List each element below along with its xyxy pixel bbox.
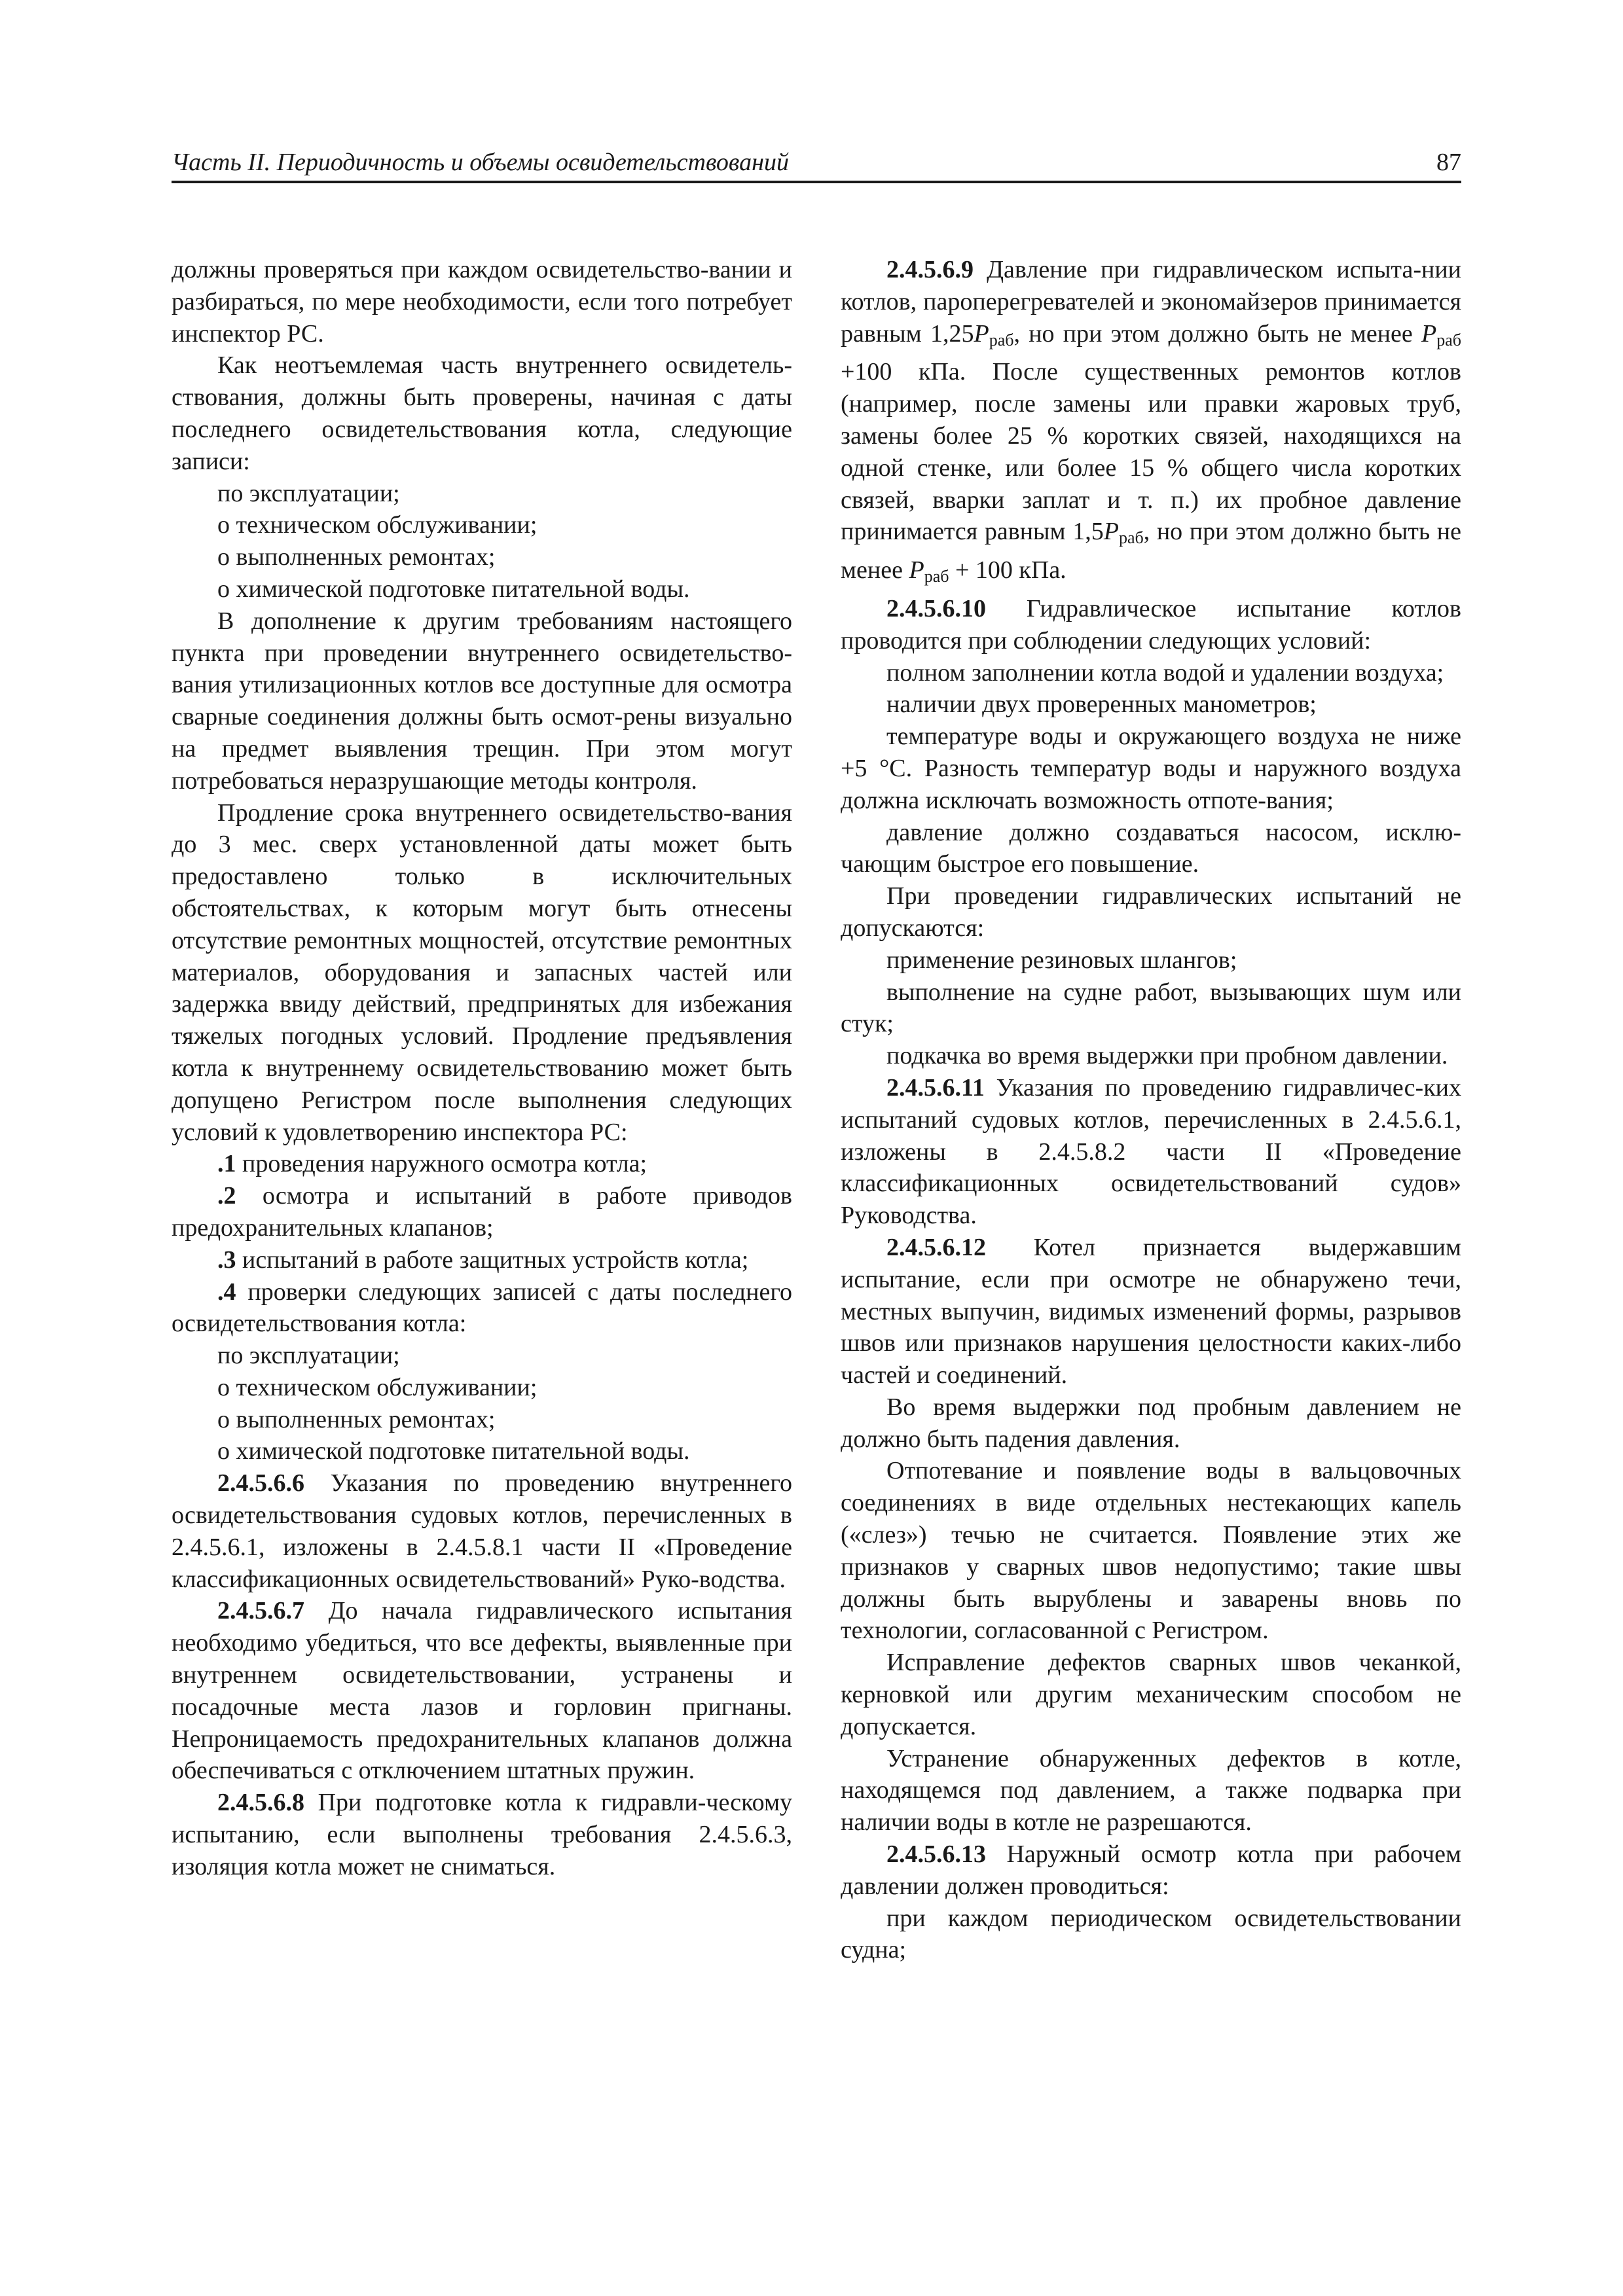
pressure-variable: P [1421, 319, 1437, 348]
list-item: о химической подготовке питательной воды. [217, 1437, 690, 1465]
list-item: наличии двух проверенных манометров; [886, 691, 1317, 719]
pressure-variable: P [974, 319, 989, 348]
section-2-4-5-6-9: 2.4.5.6.9 Давление при гидравлическом испыта-нии котлов, пароперегревателей и экономайзеров принимается равным $1,25P_{раб}$, но при этом должно быть не менее $P_{раб} +100$ кПа. После существенных ремонтов котлов (например, после замены или правки жаровых труб, замены более 25 % коротких связей, находящихся на одной стенке, или более 15 % общего числа коротких связей, вварки заплат и т. п.) их пробное давление принимается равным $1,5P_{раб}$, но при этом должно быть не менее $P_{раб} + 100$ кПа. [841, 256, 1461, 586]
running-header [172, 144, 1461, 183]
paragraph: Продление срока внутреннего освидетельство-вания до 3 мес. сверх установленной даты может быть предоставлено только в исключительных обстоятельствах, к которым могут быть отнесены отсутствие ремонтных мощностей, отсутствие ремонтных материалов, оборудования и запасных частей или задержка ввиду действий, предпринятых для избежания тяжелых погодных условий. Продление предъявления котла к внутреннему освидетельствованию может быть допущено Регистром после выполнения следующих условий к удовлетворению инспектора РС: [172, 798, 792, 1146]
section-2-4-5-6-13: 2.4.5.6.13 Наружный осмотр котла при рабочем давлении должен проводиться: [841, 1840, 1461, 1900]
section-2-4-5-6-12: 2.4.5.6.12 Котел признается выдержавшим испытание, если при осмотре не обнаружено течи, местных выпучин, видимых изменений формы, разрывов швов или признаков нарушения целостности каких-либо частей и соединений. [841, 1233, 1461, 1390]
list-item: о техническом обслуживании; [217, 511, 538, 539]
condition-number: .3 [217, 1246, 236, 1274]
condition-number: .1 [217, 1150, 236, 1178]
paragraph: Во время выдержки под пробным давлением не должно быть падения давления. [841, 1393, 1461, 1453]
list-item: подкачка во время выдержки при пробном давлении. [886, 1042, 1448, 1070]
section-number: 2.4.5.6.13 [886, 1840, 986, 1869]
list-item: о химической подготовке питательной воды. [217, 575, 690, 603]
section-2-4-5-6-7: 2.4.5.6.7 До начала гидравлического испытания необходимо убедиться, что все дефекты, выявленные при внутреннем освидетельствовании, устранены и посадочные места лазов и горловин пригнаны. Непроницаемость предохранительных клапанов должна обеспечиваться с отключением штатных пружин. [172, 1597, 792, 1785]
section-2-4-5-6-6: 2.4.5.6.6 Указания по проведению внутреннего освидетельствования судовых котлов, перечисленных в 2.4.5.6.1, изложены в 2.4.5.8.1 части II «Проведение классификационных освидетельствований» Руко-водства. [172, 1469, 792, 1593]
section-number: 2.4.5.6.6 [217, 1469, 304, 1498]
section-2-4-5-6-10: 2.4.5.6.10 Гидравлическое испытание котлов проводится при соблюдении следующих условий: [841, 594, 1461, 655]
paragraph: При проведении гидравлических испытаний не допускаются: [841, 882, 1461, 942]
condition-number: .2 [217, 1182, 236, 1210]
paragraph: должны проверяться при каждом освидетельство-вании и разбираться, по мере необходимости, если того потребует инспектор РС. [172, 256, 792, 348]
list-item: о выполненных ремонтах; [217, 543, 496, 571]
pressure-subscript: раб [989, 330, 1014, 350]
list-item: давление должно создаваться насосом, исклю-чающим быстрое его повышение. [841, 818, 1461, 878]
list-item: температуре воды и окружающего воздуха не ниже +5 °C. Разность температур воды и наружного воздуха должна исключать возможность отпоте-вания; [841, 723, 1461, 814]
pressure-variable: P [909, 556, 924, 584]
condition-item: .2 осмотра и испытаний в работе приводов предохранительных клапанов; [172, 1182, 792, 1242]
condition-item: .3 испытаний в работе защитных устройств котла; [217, 1246, 749, 1274]
paragraph: Отпотевание и появление воды в вальцовочных соединениях в виде отдельных нестекающих капель («слез») течью не считается. Появление этих же признаков у сварных швов недопустимо; такие швы должны быть вырублены и заварены вновь по технологии, согласованной с Регистром. [841, 1457, 1461, 1645]
pressure-variable: P [1103, 518, 1119, 546]
paragraph: Исправление дефектов сварных швов чеканкой, керновкой или другим механическим способом не допускается. [841, 1649, 1461, 1740]
list-item: по эксплуатации; [217, 479, 400, 507]
left-column [172, 254, 792, 1883]
list-item: по эксплуатации; [217, 1342, 400, 1370]
right-column [841, 254, 1461, 1966]
list-item: о техническом обслуживании; [217, 1373, 538, 1401]
running-header-title: Часть II. Периодичность и объемы освидетельствований [172, 149, 790, 176]
section-number: 2.4.5.6.7 [217, 1597, 304, 1625]
section-number: 2.4.5.6.11 [886, 1073, 985, 1102]
section-number: 2.4.5.6.10 [886, 594, 986, 622]
section-number: 2.4.5.6.8 [217, 1789, 304, 1817]
section-number: 2.4.5.6.9 [886, 256, 974, 283]
section-2-4-5-6-8: 2.4.5.6.8 При подготовке котла к гидравли-ческому испытанию, если выполнены требования 2.4.5.6.3, изоляция котла может не сниматься. [172, 1789, 792, 1880]
condition-number: .4 [217, 1278, 236, 1306]
paragraph: Устранение обнаруженных дефектов в котле, находящемся под давлением, а также подварка при наличии воды в котле не разрешаются. [841, 1744, 1461, 1837]
pressure-subscript: раб [924, 567, 949, 586]
section-2-4-5-6-11: 2.4.5.6.11 Указания по проведению гидравличес-ких испытаний судовых котлов, перечисленных в 2.4.5.6.1, изложены в 2.4.5.8.2 части II «Проведение классификационных освидетельствований судов» Руководства. [841, 1073, 1461, 1230]
condition-item: .1 проведения наружного осмотра котла; [217, 1150, 647, 1178]
list-item: полном заполнении котла водой и удалении воздуха; [886, 658, 1444, 687]
page-number: 87 [1436, 149, 1461, 176]
list-item: о выполненных ремонтах; [217, 1405, 496, 1433]
pressure-subscript: раб [1436, 330, 1461, 350]
list-item: при каждом периодическом освидетельствовании судна; [841, 1904, 1461, 1964]
list-item: выполнение на судне работ, вызывающих шум или стук; [841, 978, 1461, 1038]
condition-item: .4 проверки следующих записей с даты последнего освидетельствования котла: [172, 1278, 792, 1338]
paragraph: В дополнение к другим требованиям настоящего пункта при проведении внутреннего освидетельство-вания утилизационных котлов все доступные для осмотра сварные соединения должны быть осмот-рены визуально на предмет выявления трещин. При этом могут потребоваться неразрушающие методы контроля. [172, 607, 792, 795]
paragraph: Как неотъемлемая часть внутреннего освидетель-ствования, должны быть проверены, начиная с даты последнего освидетельствования котла, следующие записи: [172, 351, 792, 475]
list-item: применение резиновых шлангов; [886, 946, 1237, 974]
section-number: 2.4.5.6.12 [886, 1233, 986, 1261]
pressure-subscript: раб [1118, 528, 1144, 548]
